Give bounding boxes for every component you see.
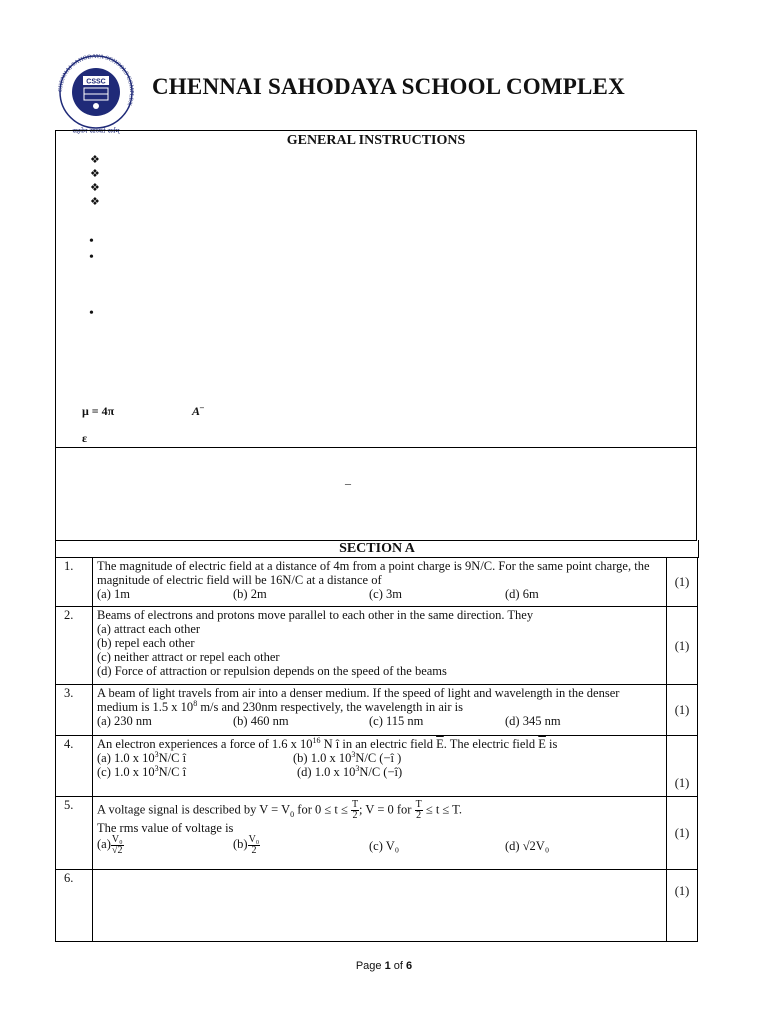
question-row	[56, 870, 698, 942]
question-number: 1.	[56, 558, 93, 607]
page-word: Page	[355, 960, 382, 972]
question-row	[56, 558, 698, 607]
option-d: (d) √2V₀	[505, 838, 550, 853]
options-row	[97, 751, 662, 765]
option-b: (b) 1.0 x $10^3N/C$ (−î )	[293, 749, 402, 765]
question-line: The rms value of voltage is	[97, 821, 234, 835]
option-d: (d) 6m	[505, 587, 539, 601]
question-number: 3.	[56, 685, 93, 736]
ampere-label: A	[192, 404, 201, 418]
question-body	[93, 685, 667, 736]
question-number: 5.	[56, 797, 93, 870]
option-b: (b) $\frac{\text{V₀}}{2}$	[233, 834, 260, 856]
question-number: 4.	[56, 736, 93, 797]
question-body	[93, 736, 667, 797]
text-part: An electron experiences a force of 1.6 x 10	[97, 737, 313, 751]
general-instructions-box	[55, 130, 697, 448]
question-body	[93, 870, 667, 942]
option-b: (b) repel each other	[97, 636, 195, 650]
questions-table	[55, 557, 698, 942]
question-row	[56, 797, 698, 870]
page-number: 1	[384, 960, 391, 972]
of-word: of	[393, 960, 403, 972]
question-body	[93, 558, 667, 607]
logo-motto: सहवेन साध्यते सर्वम्	[72, 127, 120, 134]
question-row	[56, 685, 698, 736]
field-vector: $\overline{E}$	[538, 737, 546, 751]
diamond-bullet: ❖	[90, 182, 100, 194]
question-number: 6.	[56, 870, 93, 942]
round-bullet: •	[89, 234, 94, 249]
option-b: (b) 460 nm	[233, 714, 289, 728]
question-body	[93, 607, 667, 685]
option-b: (b) 2m	[233, 587, 267, 601]
question-number: 2.	[56, 607, 93, 685]
school-name: CHENNAI SAHODAYA SCHOOL COMPLEX	[152, 74, 625, 99]
diamond-bullet: ❖	[90, 196, 100, 208]
option-d: (d) 345 nm	[505, 714, 561, 728]
exponent: 8	[193, 698, 198, 708]
permeability-constant: μ = 4π	[82, 404, 115, 418]
round-bullet: •	[89, 250, 94, 265]
blank-box	[55, 446, 697, 541]
option-a: (a) attract each other	[97, 622, 201, 636]
permittivity-symbol: ε	[82, 431, 88, 445]
marks: (1)	[667, 736, 698, 797]
text-part: A beam of light travels from air into a denser medium. If the speed of light and wavelength in the denser medium is 1.5 x 10	[97, 686, 620, 714]
options-row	[97, 714, 662, 728]
marks: (1)	[667, 558, 698, 607]
options-row	[97, 765, 662, 779]
text-part: . The electric field	[443, 737, 539, 751]
exponent: 16	[312, 735, 321, 745]
section-header-box	[55, 540, 699, 558]
fraction-t-over-2: $\frac{T}{2}$	[415, 799, 422, 821]
text-part: m/s and 230nm respectively, the wavelength in air is	[197, 700, 463, 714]
question-text: The magnitude of electric field at a distance of 4m from a point charge is 9N/C. For the same point charge, the magnitude of electric field will be 16N/C at a distance of	[97, 559, 650, 587]
field-vector: $\overline{E}$	[436, 737, 444, 751]
option-a: (a) 230 nm	[97, 714, 152, 728]
logo-ring-text: CHENNAI SAHODAYA SCHOOLS COMPLEX	[57, 54, 135, 107]
school-logo	[50, 54, 142, 134]
fraction-t-over-2: $\frac{T}{2}$	[351, 799, 359, 821]
marks: (1)	[667, 607, 698, 685]
instructions-title: GENERAL INSTRUCTIONS	[286, 133, 466, 148]
option-c: (c) neither attract or repel each other	[97, 650, 280, 664]
question-text	[97, 686, 662, 714]
page-footer	[0, 960, 768, 972]
page-total: 6	[406, 960, 413, 972]
diamond-bullet: ❖	[90, 154, 100, 166]
ampere-exponent: –	[200, 403, 205, 412]
option-a: (a) $\frac{\text{V₀}}{√2}$	[97, 834, 123, 856]
option-c: (c) 3m	[369, 587, 402, 601]
option-c: (c) 115 nm	[369, 714, 424, 728]
round-bullet: •	[89, 306, 94, 321]
section-title: SECTION A	[339, 541, 415, 556]
question-body	[93, 797, 667, 870]
option-a: (a) 1m	[97, 587, 130, 601]
ampere-unit	[192, 404, 204, 419]
marks: (1)	[667, 685, 698, 736]
marks: (1)	[667, 870, 698, 942]
option-d: (d) Force of attraction or repulsion depends on the speed of the beams	[97, 664, 447, 678]
question-row	[56, 736, 698, 797]
text-part: N î in an electric field	[320, 737, 437, 751]
option-a: (a) 1.0 x $10^3N/C$ î	[97, 749, 187, 765]
question-text: A voltage signal is described by $V = V_0$ for 0 ≤ t ≤ $\frac{T}{2}$ ; V = 0 for $\frac{T}{2}$ ≤ t ≤ T.	[97, 799, 463, 821]
question-text: Beams of electrons and protons move parallel to each other in the same direction. They	[97, 608, 534, 622]
option-c: (c) V₀	[369, 838, 400, 853]
marks: (1)	[667, 797, 698, 870]
dash-mark: –	[345, 476, 351, 490]
options-row	[97, 835, 662, 856]
option-c: (c) 1.0 x $10^3N/C$ î	[97, 763, 187, 779]
question-text	[97, 737, 662, 751]
logo-badge: CSSC	[86, 78, 106, 86]
option-d: (d) 1.0 x $10^3N/C$ (−î)	[297, 763, 403, 779]
text-part: is	[545, 737, 558, 751]
diamond-bullet: ❖	[90, 168, 100, 180]
options-row	[97, 587, 662, 601]
question-row	[56, 607, 698, 685]
